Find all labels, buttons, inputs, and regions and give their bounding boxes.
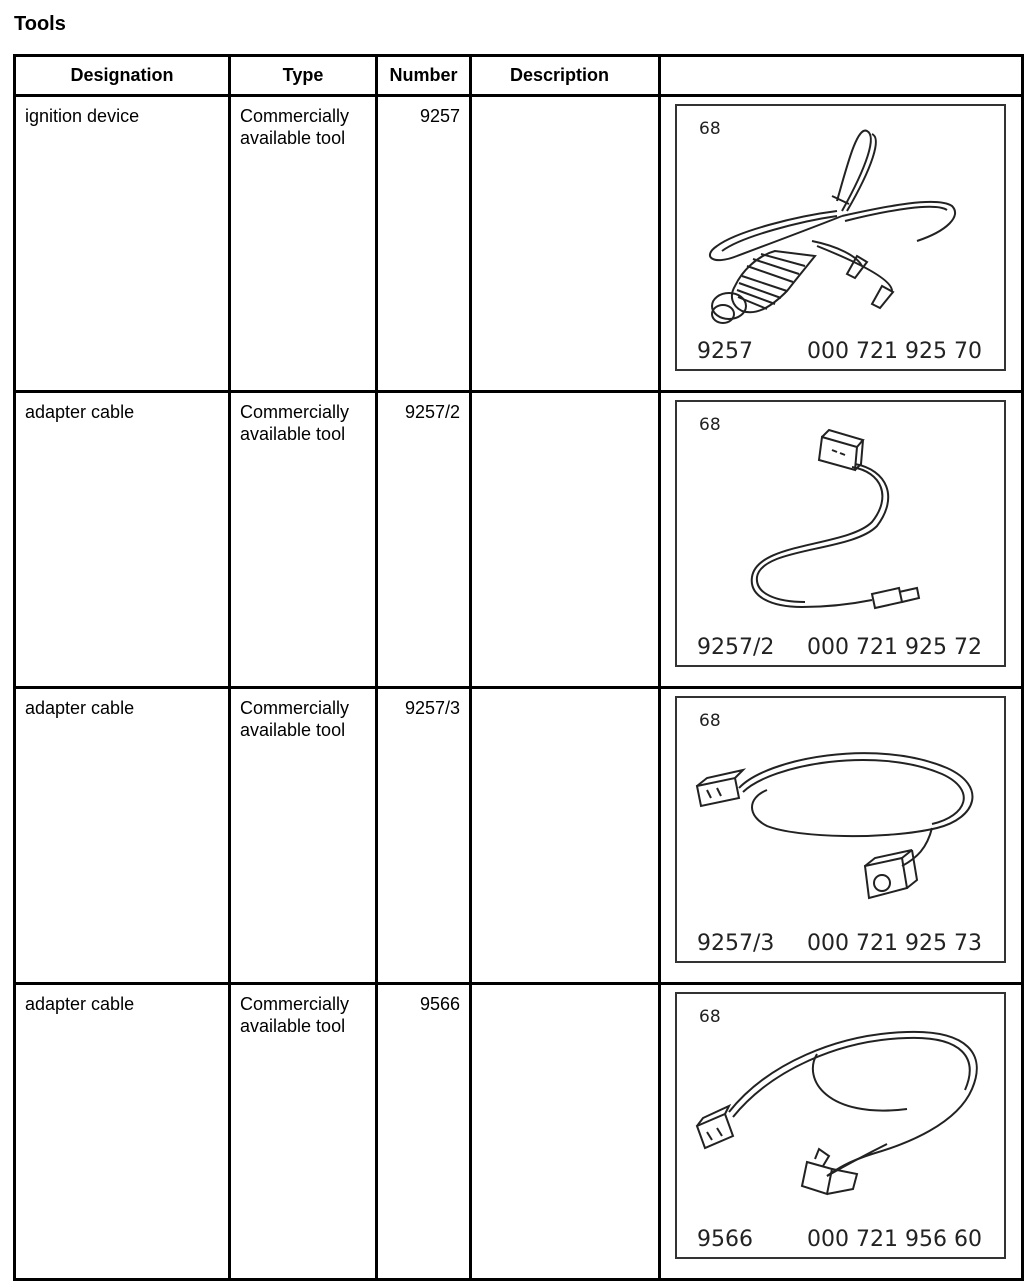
header-description: Description (471, 56, 660, 96)
tool-illustration-adapter-cable-9257-2 (675, 400, 1006, 667)
cell-number: 9257/3 (377, 688, 471, 984)
cell-image (660, 984, 1023, 1280)
tool-illustration-ignition-device (675, 104, 1006, 371)
page-title: Tools (14, 13, 66, 35)
header-image (660, 56, 1023, 96)
table-row (15, 96, 1023, 392)
figure-part-number: 000 721 925 70 (807, 339, 982, 364)
figure-tool-number: 9257/3 (697, 931, 775, 956)
cell-description (471, 984, 660, 1280)
table-row (15, 688, 1023, 984)
adapter-cable-9257-3-drawing (677, 698, 1004, 961)
table-row (15, 984, 1023, 1280)
figure-tool-number: 9257/2 (697, 635, 775, 660)
header-row (15, 56, 1023, 96)
tools-table (13, 54, 1024, 1281)
cell-description (471, 688, 660, 984)
figure-label: 68 (699, 119, 721, 139)
figure-part-number: 000 721 925 73 (807, 931, 982, 956)
cell-type: Commercially available tool (230, 688, 377, 984)
header-designation: Designation (15, 56, 230, 96)
cell-designation: adapter cable (15, 392, 230, 688)
cell-type: Commercially available tool (230, 984, 377, 1280)
cell-designation: adapter cable (15, 688, 230, 984)
ignition-device-drawing (677, 106, 1004, 369)
cell-type: Commercially available tool (230, 392, 377, 688)
table-row (15, 392, 1023, 688)
cell-description (471, 96, 660, 392)
figure-part-number: 000 721 925 72 (807, 635, 982, 660)
tool-illustration-adapter-cable-9257-3 (675, 696, 1006, 963)
header-type: Type (230, 56, 377, 96)
header-number: Number (377, 56, 471, 96)
tool-illustration-adapter-cable-9566 (675, 992, 1006, 1259)
cell-image (660, 688, 1023, 984)
cell-type: Commercially available tool (230, 96, 377, 392)
figure-tool-number: 9257 (697, 339, 753, 364)
cell-image (660, 96, 1023, 392)
figure-label: 68 (699, 415, 721, 435)
adapter-cable-9257-2-drawing (677, 402, 1004, 665)
figure-label: 68 (699, 1007, 721, 1027)
cell-description (471, 392, 660, 688)
cell-number: 9257/2 (377, 392, 471, 688)
cell-number: 9257 (377, 96, 471, 392)
cell-number: 9566 (377, 984, 471, 1280)
cell-designation: ignition device (15, 96, 230, 392)
figure-label: 68 (699, 711, 721, 731)
figure-tool-number: 9566 (697, 1227, 753, 1252)
cell-image (660, 392, 1023, 688)
adapter-cable-9566-drawing (677, 994, 1004, 1257)
figure-part-number: 000 721 956 60 (807, 1227, 982, 1252)
cell-designation: adapter cable (15, 984, 230, 1280)
